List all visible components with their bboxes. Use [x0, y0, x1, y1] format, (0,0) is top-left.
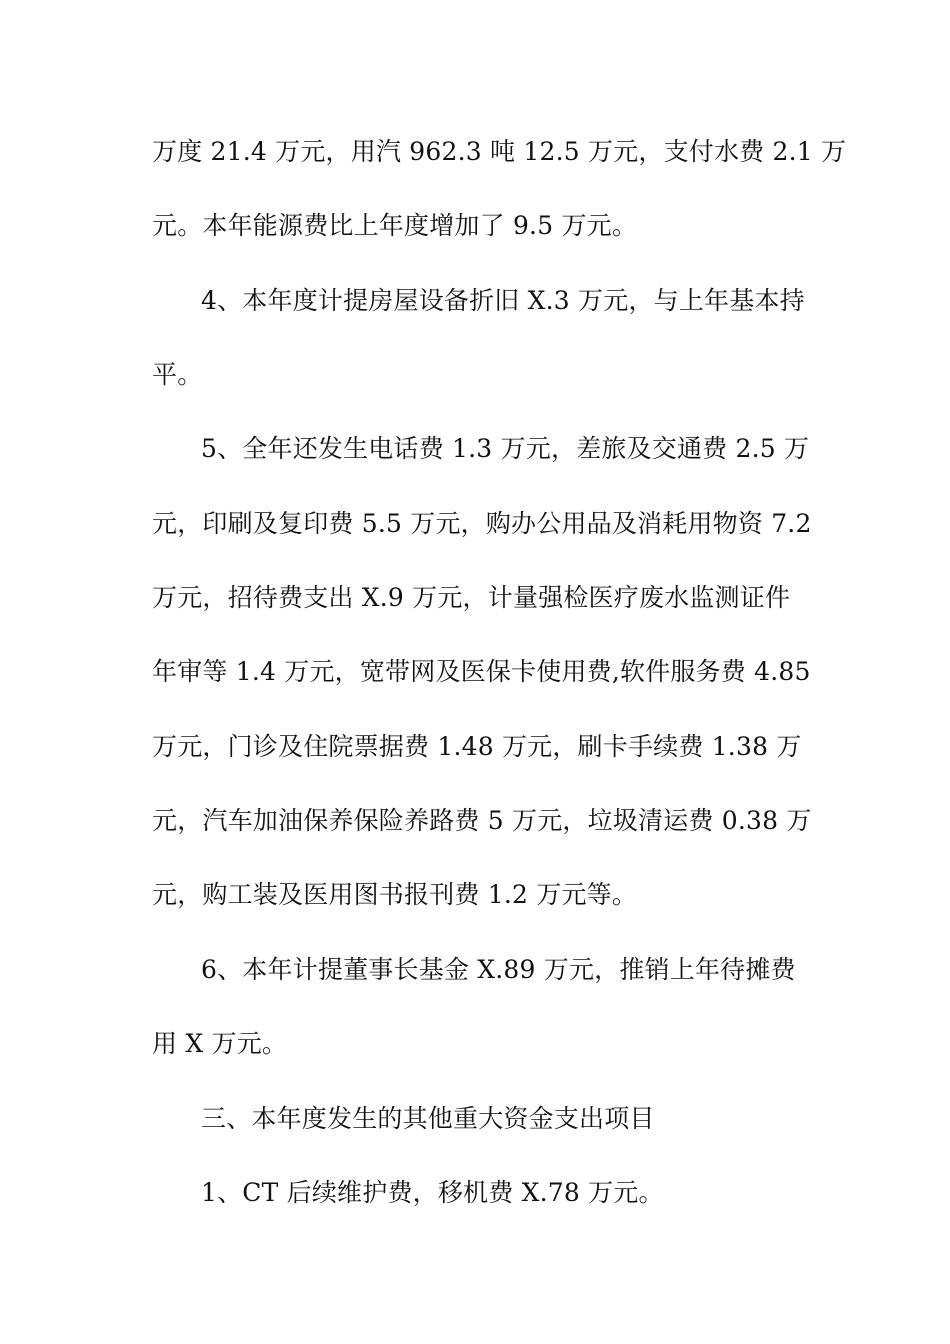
text-line-7: 万元，招待费支出 X.9 万元，计量强检医疗废水监测证件 — [152, 583, 791, 612]
text-line-12: 6、本年计提董事长基金 X.89 万元，推销上年待摊费 — [201, 955, 796, 984]
text-line-6: 元，印刷及复印费 5.5 万元，购办公用品及消耗用物资 7.2 — [152, 509, 812, 538]
text-line-2: 元。本年能源费比上年度增加了 9.5 万元。 — [152, 211, 638, 240]
text-line-1: 万度 21.4 万元，用汽 962.3 吨 12.5 万元，支付水费 2.1 万 — [152, 137, 847, 166]
text-line-9: 万元，门诊及住院票据费 1.48 万元，刷卡手续费 1.38 万 — [152, 732, 802, 761]
text-line-10: 元，汽车加油保养保险养路费 5 万元，垃圾清运费 0.38 万 — [152, 806, 812, 835]
text-line-5: 5、全年还发生电话费 1.3 万元，差旅及交通费 2.5 万 — [201, 434, 810, 463]
section-heading: 三、本年度发生的其他重大资金支出项目 — [201, 1104, 655, 1133]
text-line-3: 4、本年度计提房屋设备折旧 X.3 万元，与上年基本持 — [201, 286, 805, 315]
text-line-11: 元，购工装及医用图书报刊费 1.2 万元等。 — [152, 880, 638, 909]
text-line-8: 年审等 1.4 万元，宽带网及医保卡使用费,软件服务费 4.85 — [152, 657, 811, 686]
text-line-15: 1、CT 后续维护费，移机费 X.78 万元。 — [201, 1178, 664, 1207]
text-line-13: 用 X 万元。 — [152, 1029, 288, 1058]
text-line-4: 平。 — [152, 360, 203, 389]
